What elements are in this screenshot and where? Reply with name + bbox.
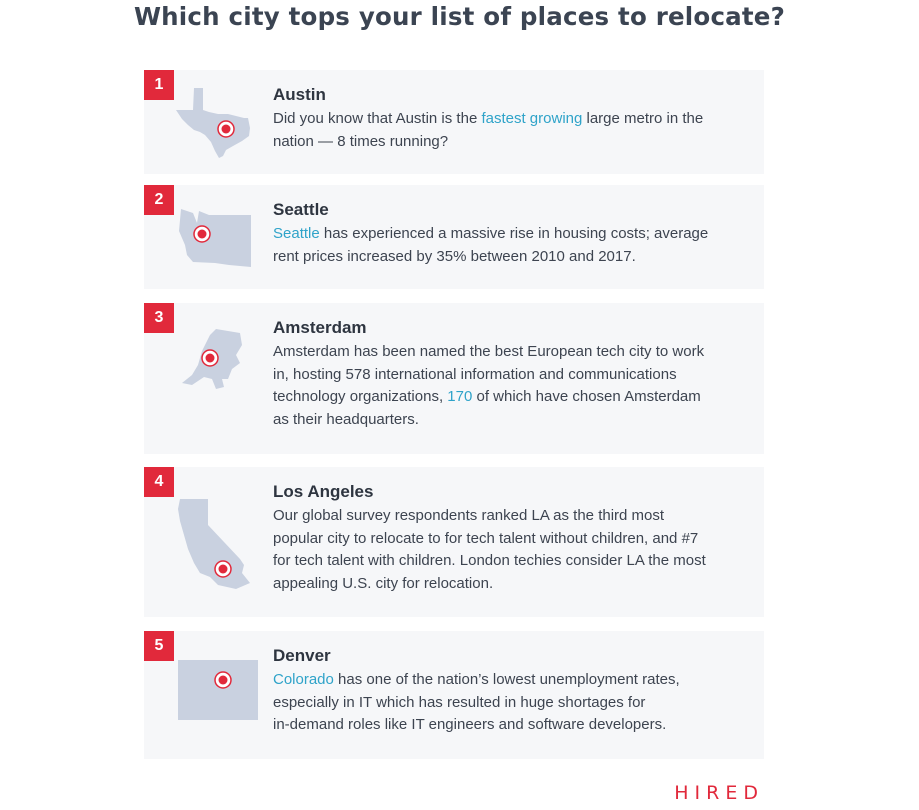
city-card-austin xyxy=(144,70,764,174)
highlight-link[interactable]: 170 xyxy=(447,388,473,405)
desc-line: especially in IT which has resulted in huge shortages for xyxy=(273,693,646,711)
desc-line: Amsterdam has been named the best European tech city to work xyxy=(273,343,705,360)
city-card-seattle xyxy=(144,185,764,289)
desc-line: nation — 8 times running? xyxy=(273,132,449,150)
desc-line: Colorado has one of the nation’s lowest unemployment rates, xyxy=(273,671,680,688)
desc-line: in-demand roles like IT engineers and software developers. xyxy=(273,716,667,733)
city-name: Austin xyxy=(273,85,326,104)
colorado-map-icon xyxy=(178,660,258,720)
city-card-denver xyxy=(144,631,764,759)
city-description xyxy=(273,341,743,431)
rank-badge: 2 xyxy=(144,185,174,215)
desc-line: appealing U.S. city for relocation. xyxy=(273,574,494,592)
desc-line: Did you know that Austin is the fastest growing large metro in the xyxy=(273,110,704,127)
city-card-los-angeles xyxy=(144,467,764,617)
rank-badge: 3 xyxy=(144,303,174,333)
washington-map-icon xyxy=(175,209,251,267)
texas-map-icon xyxy=(176,86,258,158)
rank-badge: 1 xyxy=(144,70,174,100)
california-map-icon xyxy=(178,499,258,589)
desc-line: in, hosting 578 international information and communications xyxy=(273,365,677,383)
city-description xyxy=(273,669,743,737)
desc-line: as their headquarters. xyxy=(273,410,419,428)
city-description xyxy=(273,223,743,268)
highlight-link[interactable]: Seattle xyxy=(273,225,320,242)
desc-line: for tech talent with children. London techies consider LA the most xyxy=(273,552,706,569)
city-name: Seattle xyxy=(273,200,329,219)
desc-line: technology organizations, 170 of which have chosen Amsterdam xyxy=(273,388,701,405)
city-description xyxy=(273,108,743,153)
city-description xyxy=(273,505,743,595)
hired-logo: HIRED xyxy=(674,782,764,804)
netherlands-map-icon xyxy=(182,329,244,389)
city-name: Denver xyxy=(273,646,331,665)
desc-line: Seattle has experienced a massive rise in housing costs; average xyxy=(273,225,709,242)
desc-line: Our global survey respondents ranked LA as the third most xyxy=(273,507,665,524)
city-card-amsterdam xyxy=(144,303,764,454)
highlight-link[interactable]: Colorado xyxy=(273,671,334,688)
city-name: Los Angeles xyxy=(273,482,374,501)
page-title: Which city tops your list of places to relocate? xyxy=(133,2,786,31)
highlight-link[interactable]: fastest growing xyxy=(481,110,583,127)
rank-badge: 5 xyxy=(144,631,174,661)
desc-line: rent prices increased by 35% between 2010 and 2017. xyxy=(273,247,636,265)
rank-badge: 4 xyxy=(144,467,174,497)
city-name: Amsterdam xyxy=(273,318,367,337)
desc-line: popular city to relocate to for tech talent without children, and #7 xyxy=(273,529,699,547)
